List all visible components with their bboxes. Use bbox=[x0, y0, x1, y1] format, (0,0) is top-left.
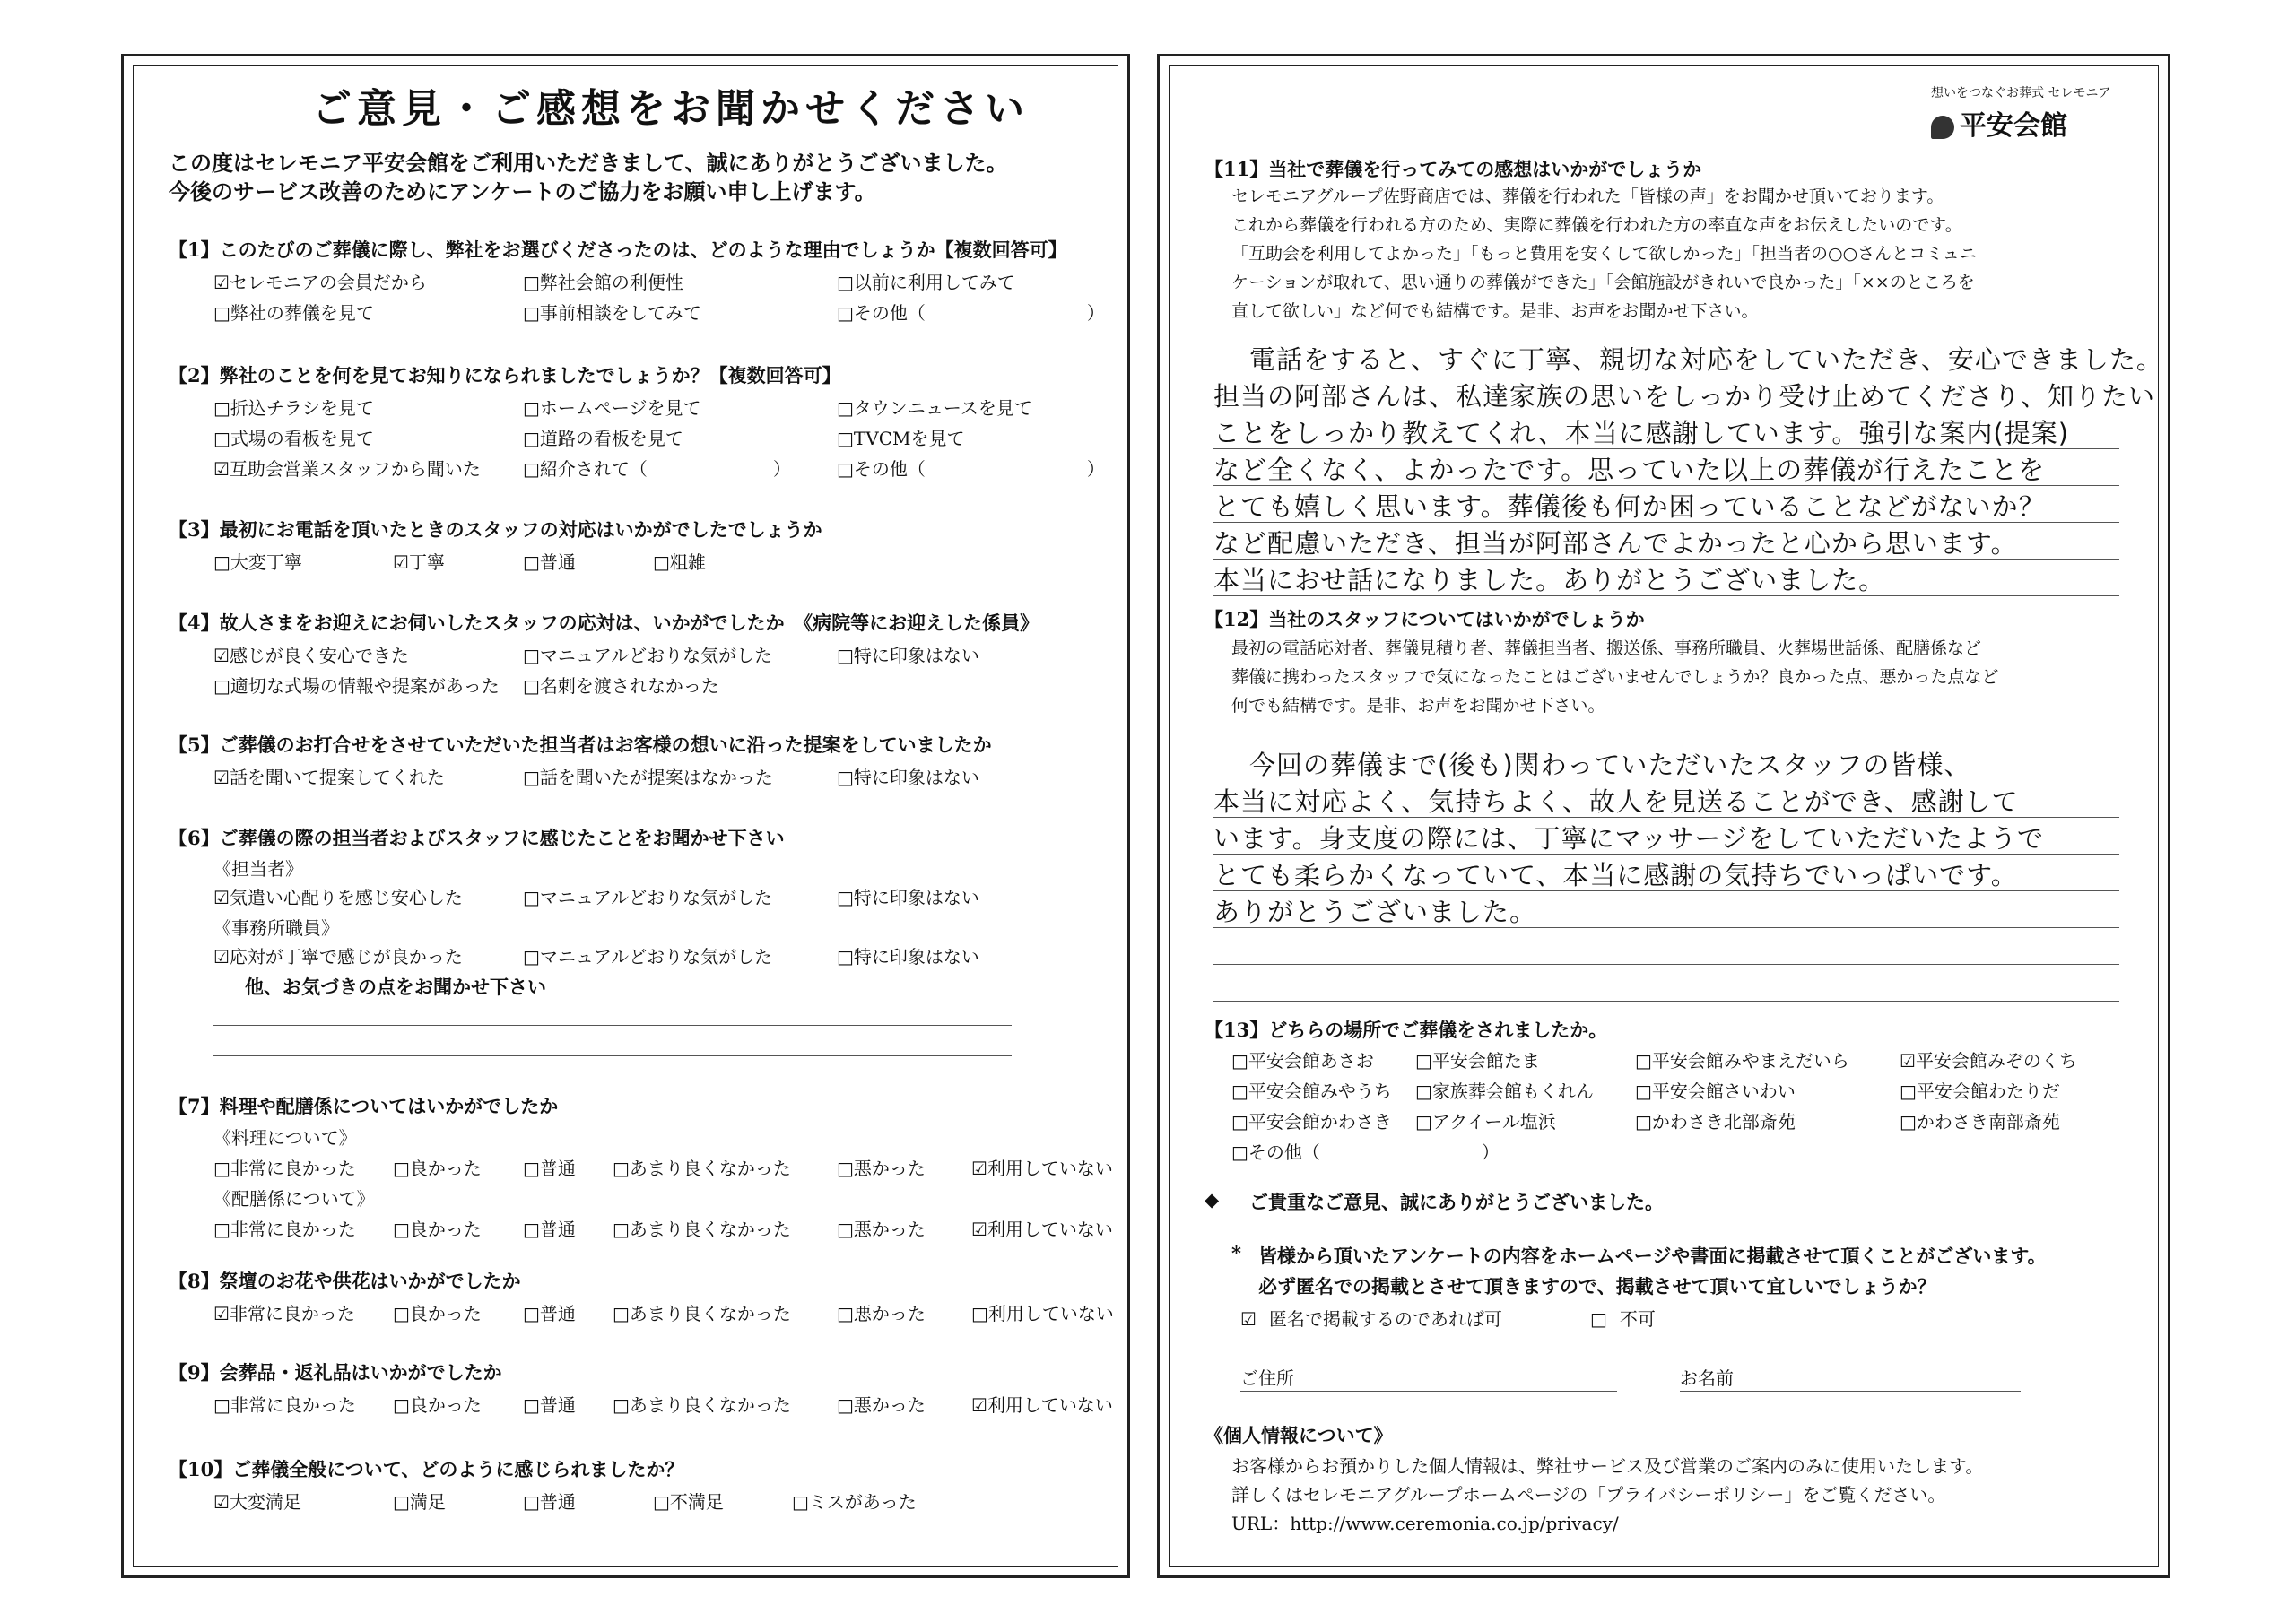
q1-option-convenience[interactable]: □ 弊社会館の利便性 bbox=[523, 268, 683, 294]
q8-bad[interactable]: □ 悪かった bbox=[837, 1299, 926, 1325]
q6-office-option-manual[interactable]: □ マニュアルどおりな気がした bbox=[523, 942, 772, 968]
q6-sub-staff: 《担当者》 bbox=[213, 858, 303, 880]
q2-heading: 【2】弊社のことを何を見てお知りになられましたでしょうか？【複数回答可】 bbox=[169, 364, 841, 386]
q4-heading: 【4】故人さまをお迎えにお伺いしたスタッフの応対は、いかがでしたか 《病院等にお迎えした係員》 bbox=[169, 612, 1039, 634]
q1-option-used-before[interactable]: □ 以前に利用してみて bbox=[837, 268, 1015, 294]
q13-asao[interactable]: □ 平安会館あさお bbox=[1231, 1046, 1374, 1072]
q7-serving-not-used[interactable]: ☑ 利用していない bbox=[971, 1215, 1113, 1241]
q9-good[interactable]: □ 良かった bbox=[393, 1391, 482, 1417]
q5-option-no-impression[interactable]: □ 特に印象はない bbox=[837, 763, 979, 789]
q10-normal[interactable]: □ 普通 bbox=[523, 1488, 576, 1514]
q6-staff-option-considerate[interactable]: ☑ 気遣い心配りを感じ安心した bbox=[213, 883, 463, 909]
survey-left-page bbox=[121, 54, 1130, 1578]
q6-office-option-no-impression[interactable]: □ 特に印象はない bbox=[837, 942, 979, 968]
q13-heading: 【13】どちらの場所でご葬儀をされましたか。 bbox=[1205, 1019, 1608, 1041]
q13-kawasaki[interactable]: □ 平安会館かわさき bbox=[1231, 1107, 1392, 1133]
q8-not-good[interactable]: □ あまり良くなかった bbox=[613, 1299, 791, 1325]
q7-food-not-used[interactable]: ☑ 利用していない bbox=[971, 1154, 1113, 1180]
q2-option-townnews[interactable]: □ タウンニュースを見て bbox=[837, 394, 1032, 420]
q9-heading: 【9】会葬品・返礼品はいかがでしたか bbox=[169, 1361, 502, 1384]
q2-option-tvcm[interactable]: □ TVCMを見て bbox=[837, 424, 964, 450]
q9-bad[interactable]: □ 悪かった bbox=[837, 1391, 926, 1417]
q8-normal[interactable]: □ 普通 bbox=[523, 1299, 576, 1325]
privacy-heading: 《個人情報について》 bbox=[1205, 1424, 1393, 1446]
q3-option-very-polite[interactable]: □ 大変丁寧 bbox=[213, 548, 302, 574]
q13-wataride[interactable]: □ 平安会館わたりだ bbox=[1900, 1077, 2060, 1103]
q12-line bbox=[1213, 927, 2119, 928]
q7-food-good[interactable]: □ 良かった bbox=[393, 1154, 482, 1180]
q11-line bbox=[1213, 485, 2119, 486]
q13-mizonokuchi[interactable]: ☑ 平安会館みぞのくち bbox=[1900, 1046, 2077, 1072]
q13-mokuren[interactable]: □ 家族葬会館もくれん bbox=[1415, 1077, 1594, 1103]
q6-staff-option-no-impression[interactable]: □ 特に印象はない bbox=[837, 883, 979, 909]
q11-line bbox=[1213, 522, 2119, 523]
q11-body-line: 「互助会を利用してよかった」「もっと費用を安くして欲しかった」「担当者の○○さんとコミュニ bbox=[1231, 244, 1977, 264]
q13-nanbu-saien[interactable]: □ かわさき南部斎苑 bbox=[1900, 1107, 2060, 1133]
answer-line: ことをしっかり教えてくれ、本当に感謝しています。強引な案内(提案) bbox=[1213, 418, 2070, 448]
q7-heading: 【7】料理や配膳係についてはいかがでしたか bbox=[169, 1095, 559, 1117]
q2-option-hall-sign[interactable]: □ 式場の看板を見て bbox=[213, 424, 374, 450]
q7-food-bad[interactable]: □ 悪かった bbox=[837, 1154, 926, 1180]
q3-option-rough[interactable]: □ 粗雑 bbox=[653, 548, 706, 574]
consent-no-checkbox[interactable]: □ 不可 bbox=[1590, 1305, 1656, 1331]
q9-not-used[interactable]: ☑ 利用していない bbox=[971, 1391, 1113, 1417]
logo-name: 平安会館 bbox=[1960, 110, 2067, 142]
q1-option-other[interactable]: □ その他（ ） bbox=[837, 299, 1105, 325]
q11-body-line: セレモニアグループ佐野商店では、葬儀を行われた「皆様の声」をお聞かせ頂いております。 bbox=[1231, 187, 1944, 206]
q13-miyauchi[interactable]: □ 平安会館みやうち bbox=[1231, 1077, 1392, 1103]
name-label: お名前 bbox=[1680, 1367, 1734, 1389]
q12-heading: 【12】当社のスタッフについてはいかがでしょうか bbox=[1205, 608, 1645, 630]
q10-mistake[interactable]: □ ミスがあった bbox=[792, 1488, 917, 1514]
q12-body-line: 葬儀に携わったスタッフで気になったことはございませんでしょうか？良かった点、悪かった点など bbox=[1231, 667, 1999, 687]
q6-other-prompt: 他、お気づきの点をお聞かせ下さい bbox=[245, 976, 546, 998]
q8-very-good[interactable]: ☑ 非常に良かった bbox=[213, 1299, 355, 1325]
q4-option-manual[interactable]: □ マニュアルどおりな気がした bbox=[523, 641, 772, 667]
q13-saiwai[interactable]: □ 平安会館さいわい bbox=[1635, 1077, 1796, 1103]
q11-body-line: これから葬儀を行われる方のため、実際に葬儀を行われた方の率直な声をお伝えしたいのです。 bbox=[1231, 215, 1962, 235]
q4-option-no-impression[interactable]: □ 特に印象はない bbox=[837, 641, 979, 667]
q12-line bbox=[1213, 890, 2119, 891]
q6-comment-line-2[interactable] bbox=[213, 1055, 1012, 1056]
answer-line: とても嬉しく思います。葬儀後も何か困っていることなどがないか？ bbox=[1213, 491, 2046, 522]
answer-line: など全くなく、よかったです。思っていた以上の葬儀が行えたことを bbox=[1213, 455, 2046, 485]
q4-option-reassured[interactable]: ☑ 感じが良く安心できた bbox=[213, 641, 409, 667]
intro-line-1: この度はセレモニア平安会館をご利用いただきまして、誠にありがとうございました。 bbox=[169, 150, 1008, 176]
q1-option-member[interactable]: ☑ セレモニアの会員だから bbox=[213, 268, 427, 294]
q13-other[interactable]: □ その他（ ） bbox=[1231, 1138, 1500, 1164]
q6-office-option-polite[interactable]: ☑ 応対が丁寧で感じが良かった bbox=[213, 942, 463, 968]
q13-hokubu-saien[interactable]: □ かわさき北部斎苑 bbox=[1635, 1107, 1796, 1133]
thanks-diamond-icon: ◆ bbox=[1205, 1188, 1220, 1211]
q11-line bbox=[1213, 559, 2119, 560]
page-title: ご意見・ご感想をお聞かせください bbox=[312, 86, 1030, 132]
q7-serving-bad[interactable]: □ 悪かった bbox=[837, 1215, 926, 1241]
q9-not-good[interactable]: □ あまり良くなかった bbox=[613, 1391, 791, 1417]
q10-satisfied[interactable]: □ 満足 bbox=[393, 1488, 446, 1514]
q12-line bbox=[1213, 1001, 2119, 1002]
q2-option-other[interactable]: □ その他（ ） bbox=[837, 455, 1105, 481]
address-label: ご住所 bbox=[1240, 1367, 1294, 1389]
q12-body-line: 最初の電話応対者、葬儀見積り者、葬儀担当者、搬送係、事務所職員、火葬場世話係、配膳係など bbox=[1231, 638, 1982, 658]
q2-option-referral[interactable]: □ 紹介されて（ ） bbox=[523, 455, 791, 481]
q7-food-very-good[interactable]: □ 非常に良かった bbox=[213, 1154, 356, 1180]
q12-body-line: 何でも結構です。是非、お声をお聞かせ下さい。 bbox=[1231, 696, 1605, 716]
intro-line-2: 今後のサービス改善のためにアンケートのご協力をお願い申し上げます。 bbox=[169, 178, 876, 204]
answer-line: います。身支度の際には、丁寧にマッサージをしていただいたようで bbox=[1213, 823, 2044, 854]
q7-serving-good[interactable]: □ 良かった bbox=[393, 1215, 482, 1241]
q3-option-normal[interactable]: □ 普通 bbox=[523, 548, 576, 574]
address-field[interactable] bbox=[1240, 1391, 1617, 1392]
q2-option-flyer[interactable]: □ 折込チラシを見て bbox=[213, 394, 374, 420]
q7-food-normal[interactable]: □ 普通 bbox=[523, 1154, 576, 1180]
q1-heading: 【1】このたびのご葬儀に際し、弊社をお選びくださったのは、どのような理由でしょうか【複数回答可】 bbox=[169, 239, 1067, 261]
q9-normal[interactable]: □ 普通 bbox=[523, 1391, 576, 1417]
q7-serving-very-good[interactable]: □ 非常に良かった bbox=[213, 1215, 356, 1241]
privacy-url-link[interactable]: URL：http://www.ceremonia.co.jp/privacy/ bbox=[1231, 1513, 1619, 1534]
q11-heading: 【11】当社で葬儀を行ってみての感想はいかがでしょうか bbox=[1205, 158, 1702, 180]
q2-option-sales-staff[interactable]: ☑ 互助会営業スタッフから聞いた bbox=[213, 455, 481, 481]
answer-line: 本当に対応よく、気持ちよく、故人を見送ることができ、感謝して bbox=[1213, 786, 2019, 817]
q1-option-saw-funeral[interactable]: □ 弊社の葬儀を見て bbox=[213, 299, 374, 325]
q3-heading: 【3】最初にお電話を頂いたときのスタッフの対応はいかがでしたでしょうか bbox=[169, 518, 822, 541]
q12-body bbox=[1231, 634, 1998, 720]
q10-dissatisfied[interactable]: □ 不満足 bbox=[653, 1488, 724, 1514]
q8-not-used[interactable]: □ 利用していない bbox=[971, 1299, 1114, 1325]
answer-line: 担当の阿部さんは、私達家族の思いをしっかり受け止めてくださり、知りたい bbox=[1213, 381, 2156, 412]
q11-line bbox=[1213, 595, 2119, 596]
q8-heading: 【8】祭壇のお花や供花はいかがでしたか bbox=[169, 1270, 521, 1292]
q13-tama[interactable]: □ 平安会館たま bbox=[1415, 1046, 1540, 1072]
q11-handwritten-answer[interactable] bbox=[1213, 342, 2163, 599]
thanks-text: ご貴重なご意見、誠にありがとうございました。 bbox=[1249, 1191, 1664, 1213]
q4-option-no-card[interactable]: □ 名刺を渡されなかった bbox=[523, 672, 719, 698]
q10-very-satisfied[interactable]: ☑ 大変満足 bbox=[213, 1488, 301, 1514]
answer-line: 本当におせ話になりました。ありがとうございました。 bbox=[1213, 565, 1886, 595]
q7-serving-not-good[interactable]: □ あまり良くなかった bbox=[613, 1215, 791, 1241]
q2-option-road-sign[interactable]: □ 道路の看板を見て bbox=[523, 424, 683, 450]
logo bbox=[1931, 103, 2067, 143]
answer-line: ありがとうございました。 bbox=[1213, 897, 1537, 927]
q11-line bbox=[1213, 448, 2119, 449]
asterisk-icon: * bbox=[1231, 1242, 1241, 1264]
answer-line: など配慮いただき、担当が阿部さんでよかったと心から思います。 bbox=[1213, 528, 2018, 559]
q12-line bbox=[1213, 817, 2119, 818]
q3-option-polite[interactable]: ☑ 丁寧 bbox=[393, 548, 445, 574]
q6-comment-line-1[interactable] bbox=[213, 1025, 1012, 1026]
q7-sub-serving: 《配膳係について》 bbox=[213, 1188, 375, 1210]
q12-line bbox=[1213, 854, 2119, 855]
privacy-text-2: 詳しくはセレモニアグループホームページの「プライバシーポリシー」をご覧ください。 bbox=[1231, 1484, 1946, 1506]
q12-handwritten-answer[interactable] bbox=[1213, 747, 2044, 931]
q8-good[interactable]: □ 良かった bbox=[393, 1299, 482, 1325]
q13-accueil-shiohama[interactable]: □ アクイール塩浜 bbox=[1415, 1107, 1556, 1133]
q5-option-proposed[interactable]: ☑ 話を聞いて提案してくれた bbox=[213, 763, 445, 789]
q10-heading: 【10】ご葬儀全般について、どのように感じられましたか？ bbox=[169, 1458, 684, 1480]
q13-miyamaedaira[interactable]: □ 平安会館みやまえだいら bbox=[1635, 1046, 1849, 1072]
logo-tagline: 想いをつなぐお葬式 セレモニア bbox=[1931, 86, 2111, 100]
q6-heading: 【6】ご葬儀の際の担当者およびスタッフに感じたことをお聞かせ下さい bbox=[169, 827, 785, 849]
q12-line bbox=[1213, 964, 2119, 965]
privacy-text-1: お客様からお預かりした個人情報は、弊社サービス及び営業のご案内のみに使用いたします。 bbox=[1231, 1455, 1984, 1477]
consent-yes-checkbox[interactable]: ☑ 匿名で掲載するのであれば可 bbox=[1240, 1305, 1502, 1331]
name-field[interactable] bbox=[1680, 1391, 2021, 1392]
q7-serving-normal[interactable]: □ 普通 bbox=[523, 1215, 576, 1241]
q11-body bbox=[1231, 182, 1977, 325]
survey-right-page bbox=[1157, 54, 2170, 1578]
q4-option-hall-info[interactable]: □ 適切な式場の情報や提案があった bbox=[213, 672, 500, 698]
q6-staff-option-manual[interactable]: □ マニュアルどおりな気がした bbox=[523, 883, 772, 909]
publish-notice-2: 必ず匿名での掲載とさせて頂きますので、掲載させて頂いて宜しいでしょうか？ bbox=[1258, 1275, 1936, 1298]
q9-very-good[interactable]: □ 非常に良かった bbox=[213, 1391, 356, 1417]
q2-option-homepage[interactable]: □ ホームページを見て bbox=[523, 394, 701, 420]
q6-sub-office: 《事務所職員》 bbox=[213, 917, 339, 939]
logo-mark-icon bbox=[1931, 116, 1954, 139]
q1-option-consultation[interactable]: □ 事前相談をしてみて bbox=[523, 299, 701, 325]
q5-option-no-proposal[interactable]: □ 話を聞いたが提案はなかった bbox=[523, 763, 773, 789]
answer-line: とても柔らかくなっていて、本当に感謝の気持ちでいっぱいです。 bbox=[1213, 860, 2018, 890]
q11-body-line: 直して欲しい」など何でも結構です。是非、お声をお聞かせ下さい。 bbox=[1231, 301, 1759, 321]
answer-line: 電話をすると、すぐに丁寧、親切な対応をしていただき、安心できました。 bbox=[1249, 344, 2163, 375]
publish-notice-1: 皆様から頂いたアンケートの内容をホームページや書面に掲載させて頂くことがございます。 bbox=[1258, 1245, 2047, 1267]
q11-body-line: ケーションが取れて、思い通りの葬儀ができた」「会館施設がきれいで良かった」「××のところを bbox=[1231, 273, 1975, 292]
q7-sub-food: 《料理について》 bbox=[213, 1127, 357, 1149]
answer-line: 今回の葬儀まで(後も)関わっていただいたスタッフの皆様、 bbox=[1249, 750, 1971, 780]
q7-food-not-good[interactable]: □ あまり良くなかった bbox=[613, 1154, 791, 1180]
q5-heading: 【5】ご葬儀のお打合せをさせていただいた担当者はお客様の想いに沿った提案をしていましたか bbox=[169, 733, 992, 756]
